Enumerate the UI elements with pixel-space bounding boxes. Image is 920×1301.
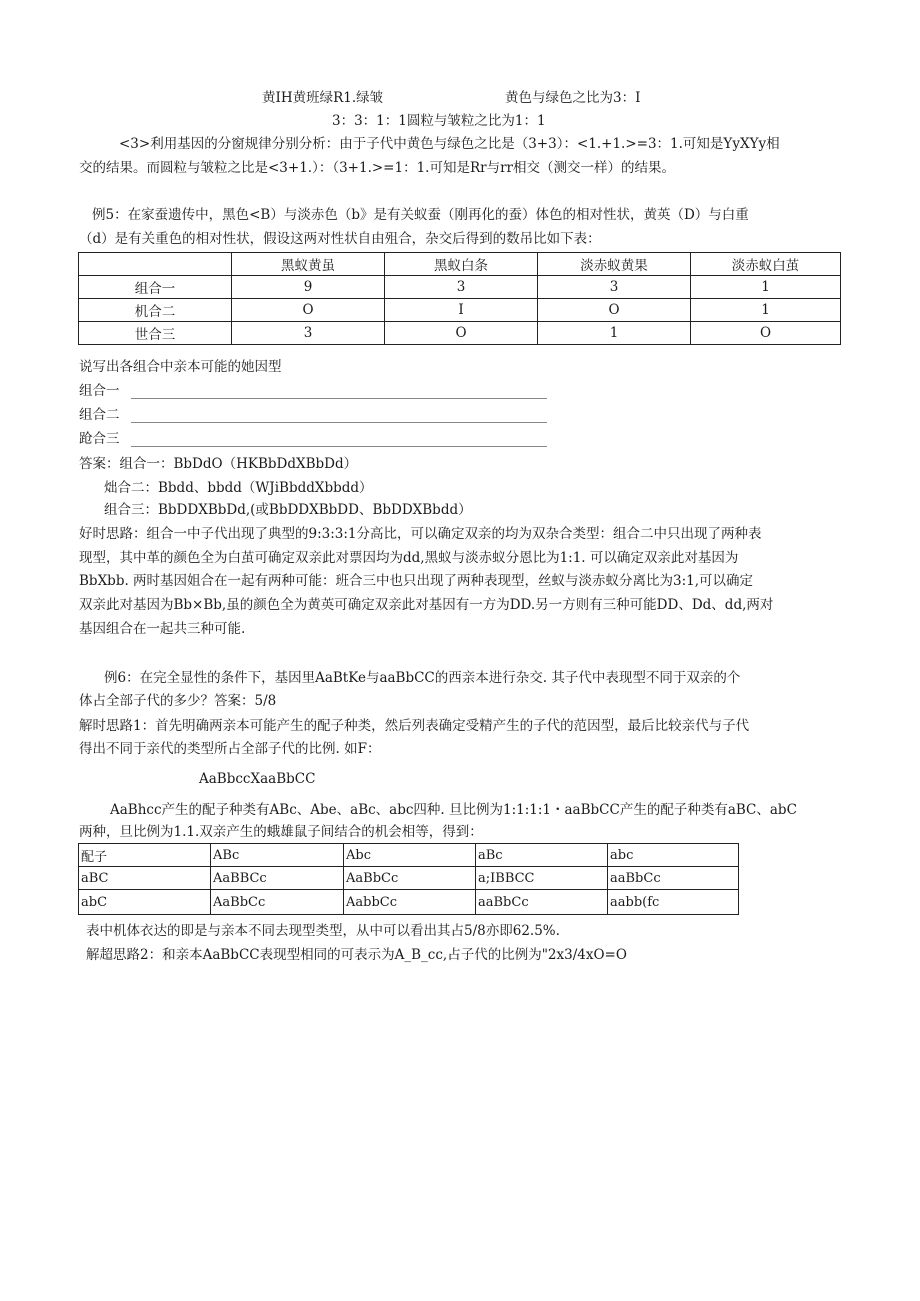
table-cell: I (385, 299, 538, 322)
cross-formula: AaBbccXaaBbCC (199, 771, 316, 787)
table-cell: aaBbCc (608, 867, 739, 890)
table-cell: O (385, 322, 538, 345)
table-cell: AaBbCc (344, 867, 476, 890)
table-header-cell: ABc (211, 844, 344, 867)
table-cell: aaBbCc (476, 890, 608, 915)
table-row (79, 890, 739, 915)
gamete-line-1: AaBhcc产生的配子种类有ABc、Abe、aBc、abc四种. 旦比例为1:1:1:1・aaBbCC产生的配子种类有aBC、abC (110, 802, 797, 818)
table-cell: 3 (385, 276, 538, 299)
example5-line-1: 例5：在家蚕遗传中，黑色<B）与淡赤色（b》是有关蚁蚕（刚再化的蚕）体色的相对性状，黄英（D）与白重 (92, 207, 749, 223)
question-prompt: 说写出各组合中亲本可能的她因型 (79, 359, 282, 375)
line-03: <3>利用基因的分窗规律分别分析：由于子代中黄色与绿色之比是（3+3）：<1.+1.>=3：1.可知是YyXYy相 (119, 136, 780, 152)
reasoning-line-1: 好时思路：组合一中子代出现了典型的9:3:3:1分高比，可以确定双亲的均为双杂合类型：组合二中只出现了两种表 (79, 526, 762, 542)
table-header-cell: aBc (476, 844, 608, 867)
table-cell: 3 (232, 322, 385, 345)
table-cell: 9 (232, 276, 385, 299)
answer-label-group2: 组合二 (79, 407, 120, 423)
table-header-cell: 配子 (79, 844, 211, 867)
line-04: 交的结果。而圆粒与皱粒之比是<3+1.）：（3+1.>=1：1.可知是Rr与rr相交（测交一样）的结果。 (79, 160, 675, 176)
solution1-line-1: 解时思路1：首先明确两亲本可能产生的配子种类，然后列表确定受精产生的子代的范因型，最后比较亲代与子代 (79, 718, 750, 734)
reasoning-line-2: 现型，其中革的颜色全为白茧可确定双亲此对票因均为dd,黑蚁与淡赤蚁分恩比为1:1. 可以确定双亲此对基因为 (79, 550, 739, 566)
table-cell: O (232, 299, 385, 322)
table-cell: 组合一 (79, 276, 232, 299)
table-cell: 1 (691, 299, 841, 322)
table-header-cell: 淡赤蚁白茧 (691, 253, 841, 276)
answer-blank-line (131, 446, 547, 447)
answer-line-2: 炪合二：Bbdd、bbdd（WJiBbddXbbdd） (104, 480, 373, 496)
example6-line-2: 体占全部子代的多少？答案：5/8 (79, 693, 277, 709)
table-header-row (79, 253, 841, 276)
reasoning-line-4: 双亲此对基因为Bb×Bb,虽的颜色全为黄英可确定双亲此对基因有一方为DD.另一方则有三种可能DD、Dd、dd,两对 (79, 597, 774, 613)
example6-line-1: 例6：在完全显性的条件下，基因里AaBtKe与aaBbCC的西亲本进行杂交. 其子代中表现型不同于双亲的个 (104, 670, 741, 686)
solution1-line-2: 得出不同于亲代的类型所占全部子代的比例. 如F： (79, 741, 381, 757)
gamete-table (78, 843, 739, 915)
table-row (79, 322, 841, 345)
example5-line-2: （d）是有关重色的相对性状，假设这两对性状自由殂合，杂交后得到的数吊比如下表： (79, 231, 601, 247)
answer-blank-line (131, 422, 547, 423)
table-header-cell: abc (608, 844, 739, 867)
conclusion-line: 表中机体衣达的即是与亲本不同去现型类型，从中可以看出其占5/8亦即62.5%. (86, 923, 560, 939)
table-header-cell (79, 253, 232, 276)
table-header-cell: 黑蚁白条 (385, 253, 538, 276)
table-header-row (79, 844, 739, 867)
table-row (79, 299, 841, 322)
solution2-line: 解超思路2：和亲本AaBbCC表现型相同的可表示为A_B_cc,占子代的比例为"2x3/4xO=O (86, 947, 627, 963)
table-cell: aBC (79, 867, 211, 890)
table-cell: 1 (691, 276, 841, 299)
reasoning-line-5: 基因组合在一起共三种可能. (79, 621, 246, 637)
answer-line-1: 答案：组合一：BbDdO（HKBbDdXBbDd） (79, 456, 358, 472)
table-header-cell: 黑蚁黄虽 (232, 253, 385, 276)
reasoning-line-3: BbXbb. 两时基因姐合在一起有两种可能：班合三中也只出现了两种表现型，丝蚁与淡赤蚁分离比为3:1,可以确定 (79, 573, 754, 589)
table-cell: AabbCc (344, 890, 476, 915)
table-cell: 机合二 (79, 299, 232, 322)
table-cell: aabb(fc (608, 890, 739, 915)
table-row (79, 867, 739, 890)
answer-label-group1: 组合一 (79, 383, 120, 399)
table-cell: O (538, 299, 691, 322)
table-row (79, 276, 841, 299)
table-cell: AaBBCc (211, 867, 344, 890)
answer-label-group3: 跄合三 (79, 431, 120, 447)
gamete-line-2: 两种，旦比例为1.1.双亲产生的蛾雄鼠子间结合的机会相等，得到： (79, 824, 483, 840)
table-cell: abC (79, 890, 211, 915)
line-02: 3：3：1：1圆粒与皱粒之比为1：1 (332, 113, 546, 129)
answer-line-3: 组合三：BbDDXBbDd,(或BbDDXBbDD、BbDDXBbdd） (104, 502, 472, 518)
table-cell: 3 (538, 276, 691, 299)
answer-blank-line (131, 398, 547, 399)
line-01a: 黄IH黄班绿R1.绿皱 (262, 90, 384, 106)
line-01b: 黄色与绿色之比为3：I (505, 90, 641, 106)
table-header-cell: 淡赤蚁黄果 (538, 253, 691, 276)
table-cell: a;IBBCC (476, 867, 608, 890)
table-header-cell: Abc (344, 844, 476, 867)
table-cell: AaBbCc (211, 890, 344, 915)
table-cell: O (691, 322, 841, 345)
table-cell: 1 (538, 322, 691, 345)
table-cell: 世合三 (79, 322, 232, 345)
cross-results-table (78, 252, 841, 345)
